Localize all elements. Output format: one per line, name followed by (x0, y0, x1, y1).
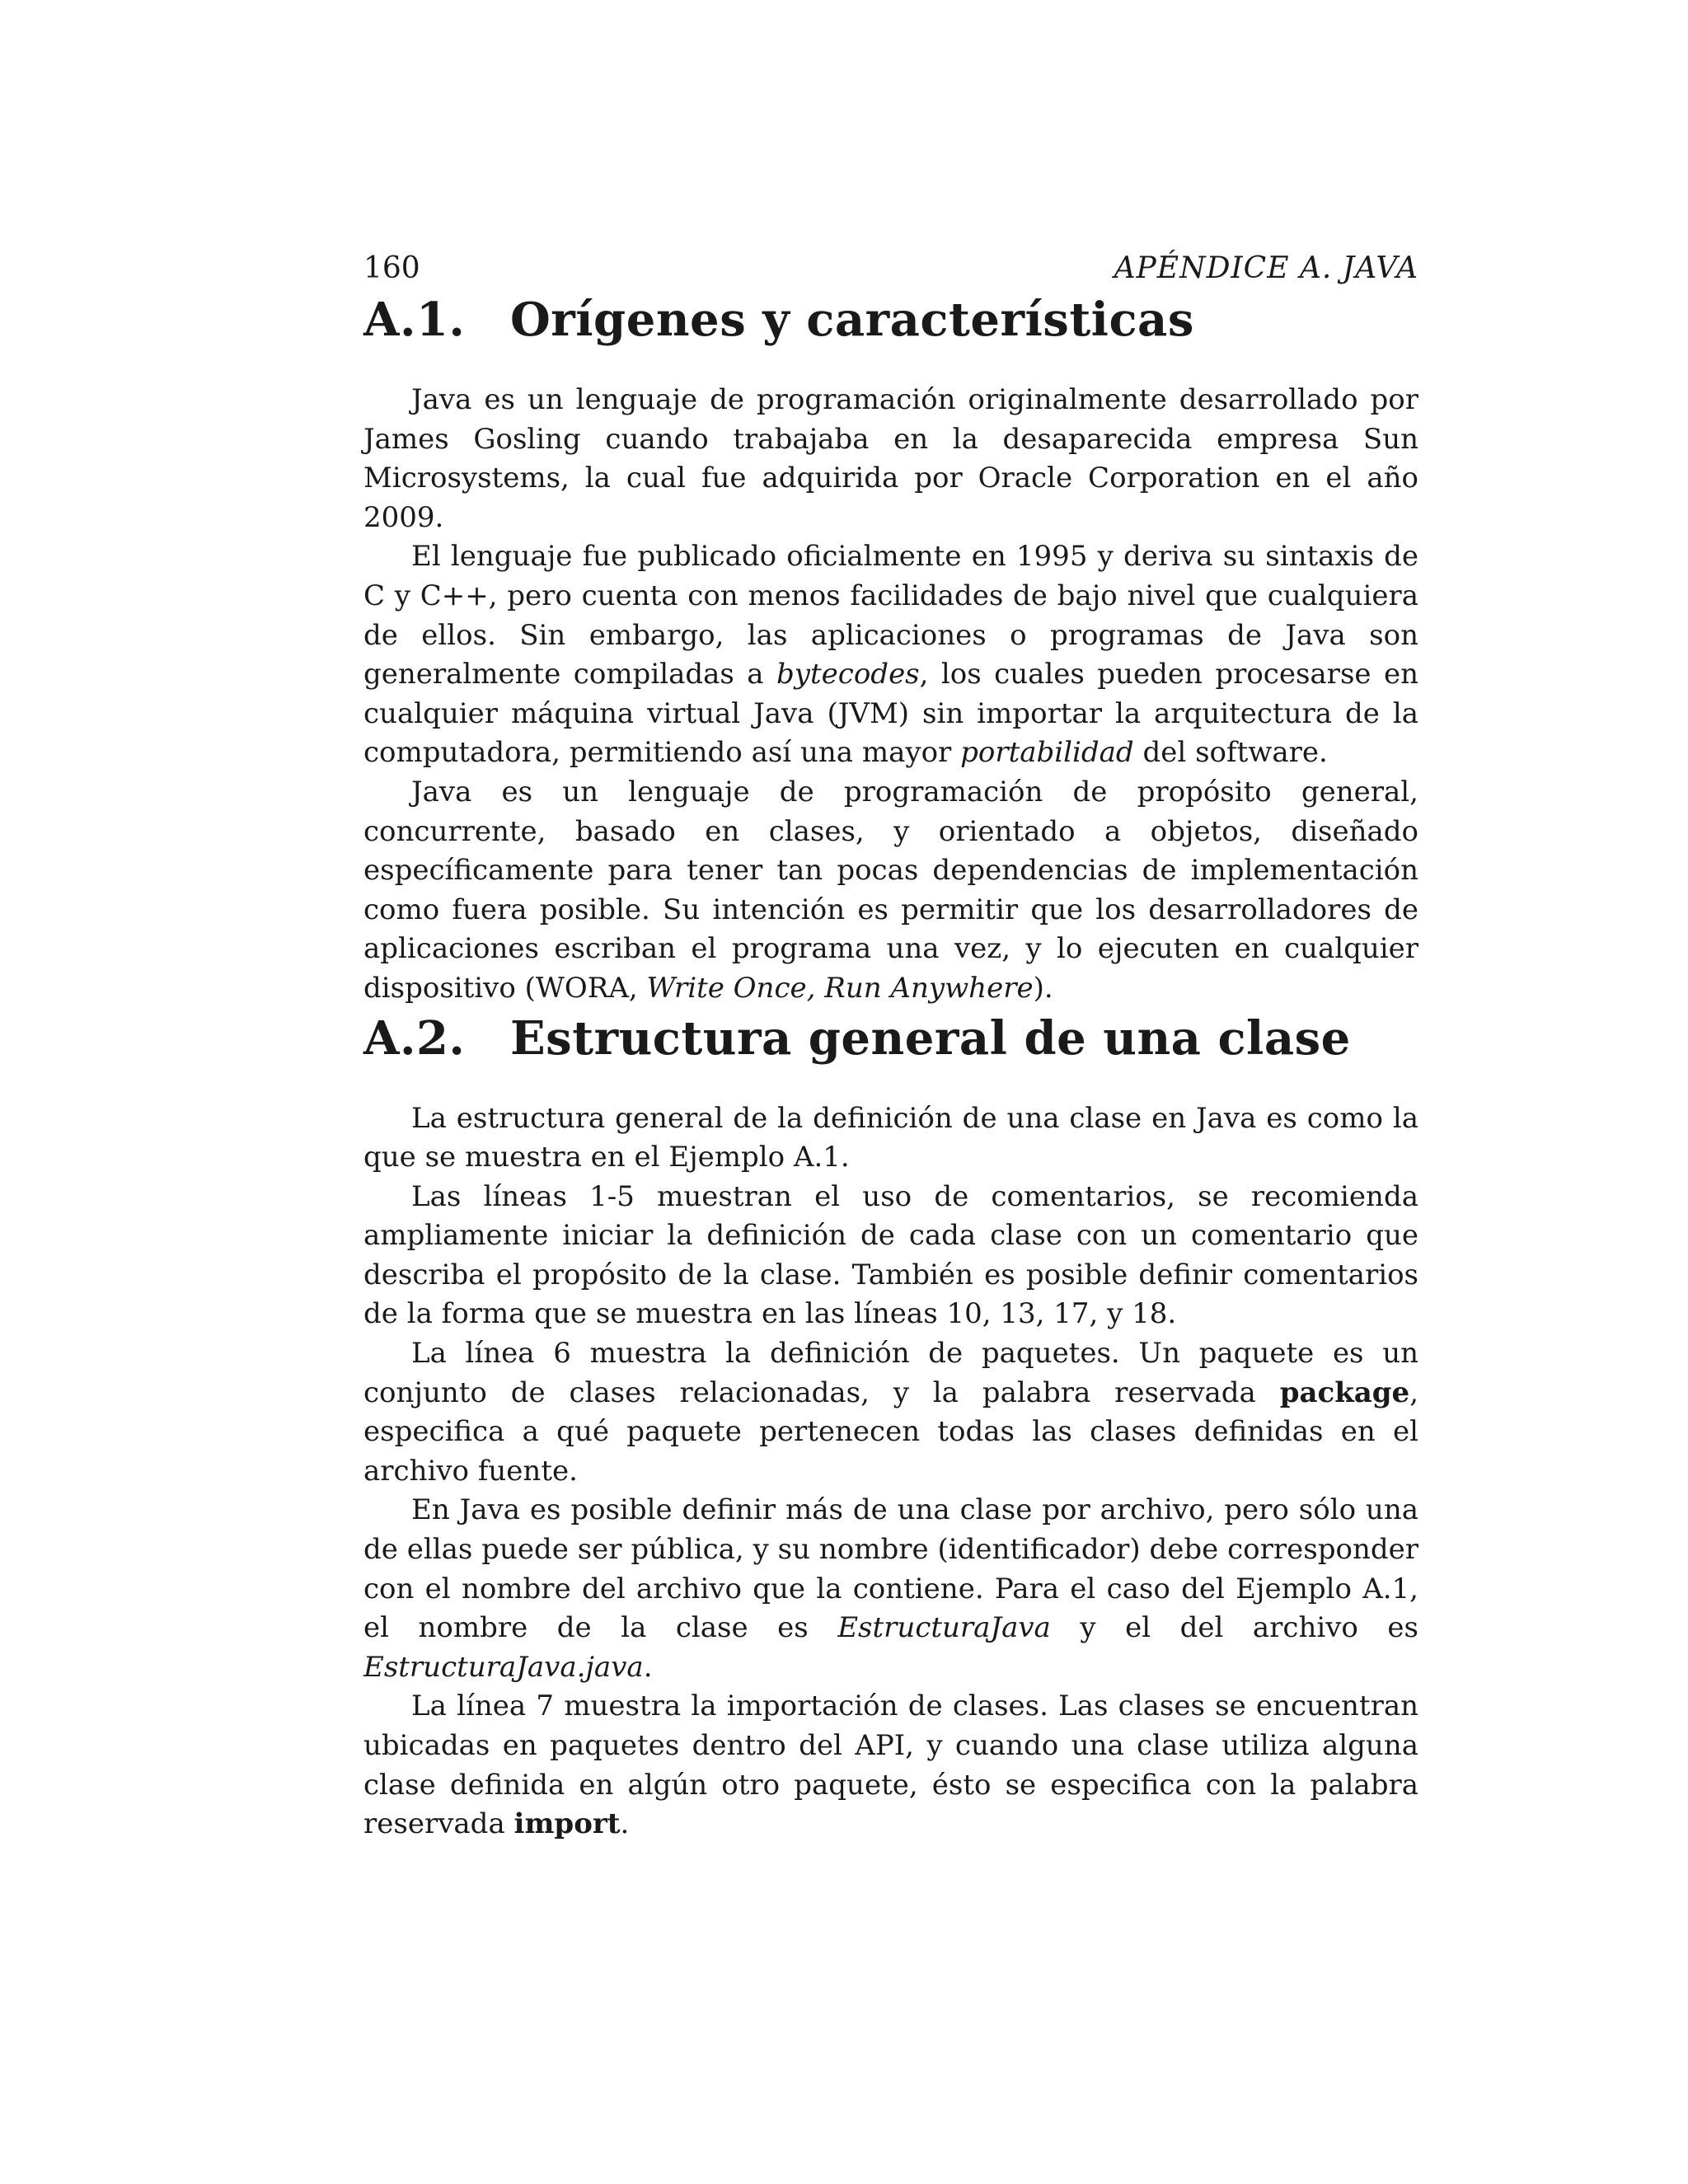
paragraph: La estructura general de la definición de una clase en Java es como la que se muestra en el Ejemplo A.1. (363, 1101, 1418, 1174)
section-heading-a2 (363, 1009, 1418, 1068)
chapter-title: APÉNDICE A. JAVA (1114, 251, 1418, 285)
emphasis-portabilidad: portabilidad (960, 736, 1134, 770)
emphasis-file-name: EstructuraJava.java (363, 1650, 644, 1684)
keyword-package: package (1279, 1376, 1410, 1409)
running-head (363, 247, 1418, 290)
section-title: Estructura general de una clase (510, 1010, 1351, 1066)
page-number: 160 (363, 251, 420, 285)
paragraph: El lenguaje fue publicado oficialmente en 1995 y deriva su sintaxis de C y C++, pero cuenta con menos facilidades de bajo nivel que cualquiera de ellos. Sin embargo, las aplicaciones o programas de Java son generalmente compiladas a bytecodes, los cuales pueden procesarse en cualquier máquina virtual Java (JVM) sin importar la arquitectura de la computadora, permitiendo así una mayor portabilidad del software. (363, 540, 1418, 770)
emphasis-class-name: EstructuraJava (837, 1611, 1051, 1645)
paragraph: Java es un lenguaje de programación de propósito general, concurrente, basado en clases, y orientado a objetos, diseñado específicamente para tener tan pocas dependencias de implementación como fuera posible. Su intención es permitir que los desarrolladores de aplicaciones escriban el programa una vez, y lo ejecuten en cualquier dispositivo (WORA, Write Once, Run Anywhere). (363, 775, 1418, 1005)
paragraph: La línea 7 muestra la importación de clases. Las clases se encuentran ubicadas en paquetes dentro del API, y cuando una clase utiliza alguna clase definida en algún otro paquete, ésto se especifica con la palabra reservada import. (363, 1690, 1418, 1841)
page (363, 247, 1418, 1844)
paragraph: Java es un lenguaje de programación originalmente desarrollado por James Gosling cuando trabajaba en la desaparecida empresa Sun Microsystems, la cual fue adquirida por Oracle Corporation en el año 2009. (363, 383, 1418, 534)
section-body-a1 (363, 381, 1418, 1009)
section-number: A.1. (363, 293, 466, 347)
emphasis-bytecodes: bytecodes (776, 658, 920, 691)
paragraph: En Java es posible definir más de una clase por archivo, pero sólo una de ellas puede ser pública, y su nombre (identificador) debe corresponder con el nombre del archivo que la contiene. Para el caso del Ejemplo A.1, el nombre de la clase es EstructuraJava y el del archivo es EstructuraJava.java. (363, 1493, 1418, 1684)
section-heading-a1 (363, 290, 1418, 349)
section-body-a2 (363, 1099, 1418, 1844)
section-title: Orígenes y características (510, 293, 1194, 347)
emphasis-wora: Write Once, Run Anywhere (646, 971, 1034, 1005)
keyword-import: import (513, 1807, 621, 1841)
section-number: A.2. (363, 1010, 466, 1066)
paragraph: La línea 6 muestra la definición de paquetes. Un paquete es un conjunto de clases relacionadas, y la palabra reservada package, especifica a qué paquete pertenecen todas las clases definidas en el archivo fuente. (363, 1337, 1418, 1488)
paragraph: Las líneas 1-5 muestran el uso de comentarios, se recomienda ampliamente iniciar la definición de cada clase con un comentario que describa el propósito de la clase. También es posible definir comentarios de la forma que se muestra en las líneas 10, 13, 17, y 18. (363, 1179, 1418, 1331)
